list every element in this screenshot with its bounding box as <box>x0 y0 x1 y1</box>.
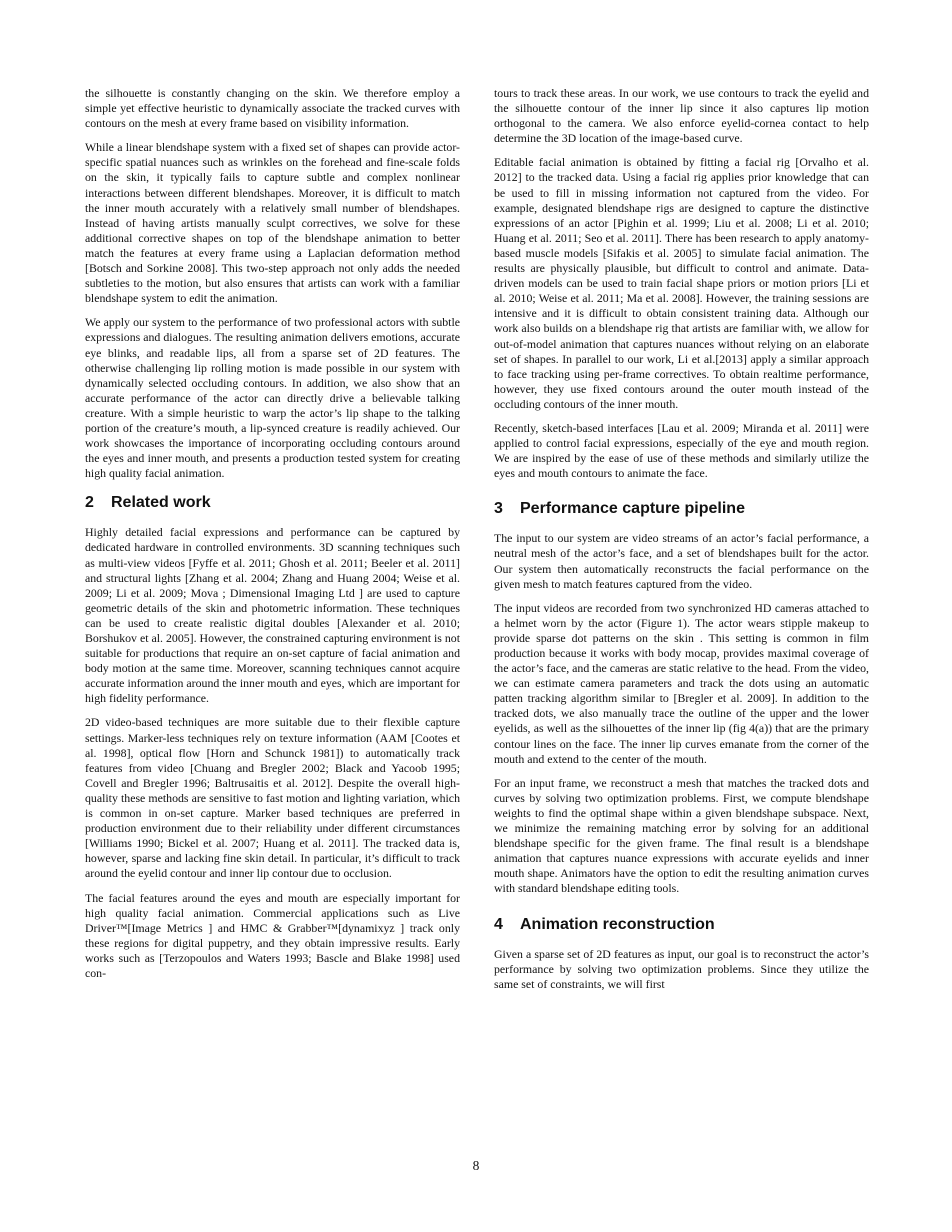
section-title: Animation reconstruction <box>520 915 715 933</box>
paragraph: The input to our system are video streams of an actor’s facial performance, a neutral mesh of the actor’s face, and a set of blendshapes built for the actor. Our system then automatically reconstructs the facial performance on the given mesh to match features captured from the video. <box>494 531 869 591</box>
section-heading-related-work <box>85 493 460 513</box>
paragraph: While a linear blendshape system with a fixed set of shapes can provide actor-specific spatial nuances such as wrinkles on the forehead and fine-scale folds on the skin, it typically fails to capture subtle and complex nonlinear interactions between different blendshapes. Moreover, it is difficult to match the inner mouth accurately with a relatively small number of blendshapes. Instead of having artists manually sculpt correctives, we solve for these additional corrective shapes on top of the blendshape animation to better match the features at every frame using a Laplacian deformation method [Botsch and Sorkine 2008]. This two-step approach not only adds the needed subtleties to the motion, but also ensures that artists can work with a familiar blendshape system to edit the animation. <box>85 140 460 306</box>
page-number: 8 <box>472 1158 480 1173</box>
paragraph: We apply our system to the performance of two professional actors with subtle expressions and dialogues. The resulting animation delivers emotions, accurate eye blinks, and readable lips, all from a sparse set of 2D features. The otherwise challenging lip rolling motion is made possible in our system with dynamically selected occluding contours. In addition, we also show that an accurate performance of the actor can directly drive a believable talking creature. With a simple heuristic to warp the actor’s lip shape to the talking portion of the creature’s mouth, a lip-synced creature is readily achieved. Our work showcases the importance of incorporating occluding contours around the eyes and inner mouth, and presents a production tested system for creating high quality facial animation. <box>85 315 460 481</box>
paragraph: The facial features around the eyes and mouth are especially important for high quality facial animation. Commercial applications such as Live Driver™[Image Metrics ] and HMC & Grabber™[dynamixyz ] track only these regions for digital puppetry, and they obtain impressive results. Early works such as [Terzopoulos and Waters 1993; Bascle and Blake 1998] used con- <box>85 890 460 980</box>
section-heading-performance-capture <box>494 499 869 519</box>
section-number: 3 <box>494 500 503 518</box>
section-heading-animation-reconstruction <box>494 915 869 935</box>
section-number: 2 <box>85 494 94 512</box>
paragraph: the silhouette is constantly changing on the skin. We therefore employ a simple yet effective heuristic to dynamically associate the tracked curves with contours on the mesh at every frame based on visibility information. <box>85 86 460 131</box>
right-column <box>494 86 869 1001</box>
paragraph: Highly detailed facial expressions and performance can be captured by dedicated hardware in controlled environments. 3D scanning techniques such as multi-view videos [Fyffe et al. 2011; Ghosh et al. 2011; Beeler et al. 2011] and structural lights [Zhang et al. 2004; Zhang and Huang 2004; Weise et al. 2009; Li et al. 2009; Mova ; Dimensional Imaging Ltd ] are used to capture geometric details of the skin and photometric information. These techniques can be used to create realistic digital doubles [Alexander et al. 2010; Borshukov et al. 2005]. However, the constrained capturing environment is not suitable for productions that require an on-set capture of facial animation and body motion at the same time. Moreover, scanning techniques cannot acquire accurate information around the inner mouth and eyes, which are important for high fidelity performance. <box>85 525 460 706</box>
paragraph: 2D video-based techniques are more suitable due to their flexible capture settings. Marker-less techniques rely on texture information (AAM [Cootes et al. 1998], optical flow [Horn and Schunck 1981]) to automatically track features from video [Chuang and Bregler 2002; Black and Yacoob 1995; Covell and Bregler 1996; Baltrusaitis et al. 2012]. Despite the overall high-quality these methods are sensitive to fast motion and lighting variation, which is common in on-set capture. Marker based techniques are preferred in production environment due to their reliability under different circumstances [Williams 1990; Bickel et al. 2007; Huang et al. 2011]. The tracked data is, however, sparse and lacking fine skin detail. In particular, it’s difficult to track around the eyelid contour and inner lip contour due to occlusion. <box>85 715 460 881</box>
section-title: Performance capture pipeline <box>520 500 745 518</box>
section-title: Related work <box>111 494 211 512</box>
paragraph: Given a sparse set of 2D features as input, our goal is to reconstruct the actor’s performance by solving two optimization problems. Since they utilize the same set of constraints, we will first <box>494 946 869 991</box>
paragraph: Editable facial animation is obtained by fitting a facial rig [Orvalho et al. 2012] to the tracked data. Using a facial rig applies prior knowledge that can be used to fill in missing information not captured from the video. For example, designated blendshape rigs are designed to capture the distinctive expressions of an actor [Pighin et al. 1999; Liu et al. 2008; Li et al. 2010; Huang et al. 2011; Seo et al. 2011]. There has been research to apply anatomy-based muscle models [Sifakis et al. 2005] to simulate facial animation. The results are physically plausible, but difficult to control and animate. Data-driven models can be used to train facial shape priors or motion priors [Li et al. 2010; Weise et al. 2011; Ma et al. 2008]. However, the training sessions are intensive and it is difficult to obtain consistent training data. Although our work also builds on a blendshape rig that artists are familiar with, we allow for out-of-model animation that captures nuances without relying on an elaborate set of shapes. In parallel to our work, Li et al.[2013] apply a similar approach to face tracking using per-frame correctives. To obtain realtime performance, however, they use fixed contours around the outer mouth instead of the occluding contours of the inner mouth. <box>494 155 869 411</box>
paragraph: For an input frame, we reconstruct a mesh that matches the tracked dots and curves by solving two optimization problems. First, we compute blendshape weights to find the optimal shape within a given blendshape subspace. Next, we minimize the remaining matching error by solving for an additional blendshape specific for the given frame. The final result is a blendshape animation that captures nuance expressions with accurate eyelids and inner mouth shape. Animators have the option to edit the resulting animation curves with standard blendshape editing tools. <box>494 775 869 896</box>
left-column <box>85 86 460 990</box>
paragraph: Recently, sketch-based interfaces [Lau et al. 2009; Miranda et al. 2011] were applied to control facial expressions, especially of the eye and mouth region. We are inspired by the ease of use of these methods and similarly utilize the eyes and mouth contours to animate the face. <box>494 420 869 481</box>
paragraph: tours to track these areas. In our work, we use contours to track the eyelid and the silhouette contour of the inner lip since it also captures lip motion orthogonal to the camera. We also enforce eyelid-cornea contact to help determine the 3D location of the image-based curve. <box>494 86 869 146</box>
section-number: 4 <box>494 915 503 933</box>
paragraph: The input videos are recorded from two synchronized HD cameras attached to a helmet worn by the actor (Figure 1). The actor wears stipple makeup to provide sparse dot patterns on the skin . This setting is common in film production because it works with body mocap, provides maximal coverage of the actor’s face, and the cameras are static relative to the head. From the video, we can estimate camera parameters and track the dots using an automatic patten tracking algorithm similar to [Bregler et al. 2009]. In addition to the tracked dots, we also manually trace the outline of the upper and the lower eyelids, as well as the silhouettes of the inner lip (fig 4(a)) that are the primary contour lines on the face. The inner lip curves emanate from the corner of the mouth and extend to the center of the mouth. <box>494 600 869 766</box>
